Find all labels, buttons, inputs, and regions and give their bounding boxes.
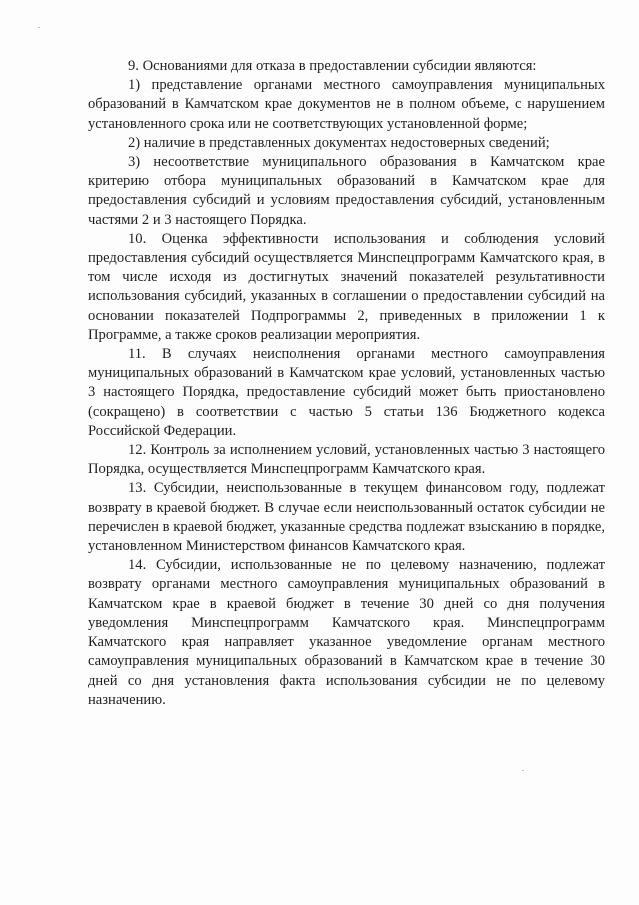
paragraph-13: 13. Субсидии, неиспользованные в текущем финансовом году, подлежат возврату в краевой бюджет. В случае если неиспользованный остаток субсидии не перечислен в краевой бюджет, указанные средства подлежат взысканию в порядке, установленном Министерством финансов Камчатского края. <box>88 480 605 555</box>
scan-speck <box>522 770 524 771</box>
paragraph-9-item-1: 1) представление органами местного самоуправления муниципальных образований в Камчатском крае документов не в полном объеме, с нарушением установленного срока или не соответствующих установленной форме; <box>88 77 605 132</box>
scan-speck <box>38 27 40 28</box>
paragraph-9-item-2: 2) наличие в представленных документах недостоверных сведений; <box>128 134 550 151</box>
paragraph-9: 9. Основаниями для отказа в предоставлении субсидии являются: <box>128 58 537 74</box>
paragraph-10: 10. Оценка эффективности использования и соблюдения условий предоставления субсидий осуществляется Минспецпрограмм Камчатского края, в том числе исходя из достигнутых значений показателей результативности использования субсидий, указанных в соглашении о предоставлении субсидий на основании показателей Подпрограммы 2, приведенных в приложении 1 к Программе, а также сроков реализации мероприятия. <box>88 230 605 343</box>
document-body <box>88 57 605 710</box>
paragraph-14: 14. Субсидии, использованные не по целевому назначению, подлежат возврату органами местного самоуправления муниципальных образований в Камчатском крае в краевой бюджет в течение 30 дней со дня получения уведомления Минспецпрограмм Камчатского края. Минспецпрограмм Камчатского края направляет указанное уведомление органам местного самоуправления муниципальных образований в Камчатском крае в течение 30 дней со дня установления факта использования субсидии не по целевому назначению. <box>88 557 605 708</box>
paragraph-9-item-3: 3) несоответствие муниципального образования в Камчатском крае критерию отбора муниципальных образований в Камчатском крае для предоставления субсидий и условиям предоставления субсидий, установленным частями 2 и 3 настоящего Порядка. <box>88 154 605 228</box>
paragraph-11: 11. В случаях неисполнения органами местного самоуправления муниципальных образований в Камчатском крае условий, установленных частью 3 настоящего Порядка, предоставление субсидий может быть приостановлено (сокращено) в соответствии с частью 5 статьи 136 Бюджетного кодекса Российской Федерации. <box>88 346 605 439</box>
paragraph-12: 12. Контроль за исполнением условий, установленных частью 3 настоящего Порядка, осуществляется Минспецпрограмм Камчатского края. <box>88 442 605 478</box>
